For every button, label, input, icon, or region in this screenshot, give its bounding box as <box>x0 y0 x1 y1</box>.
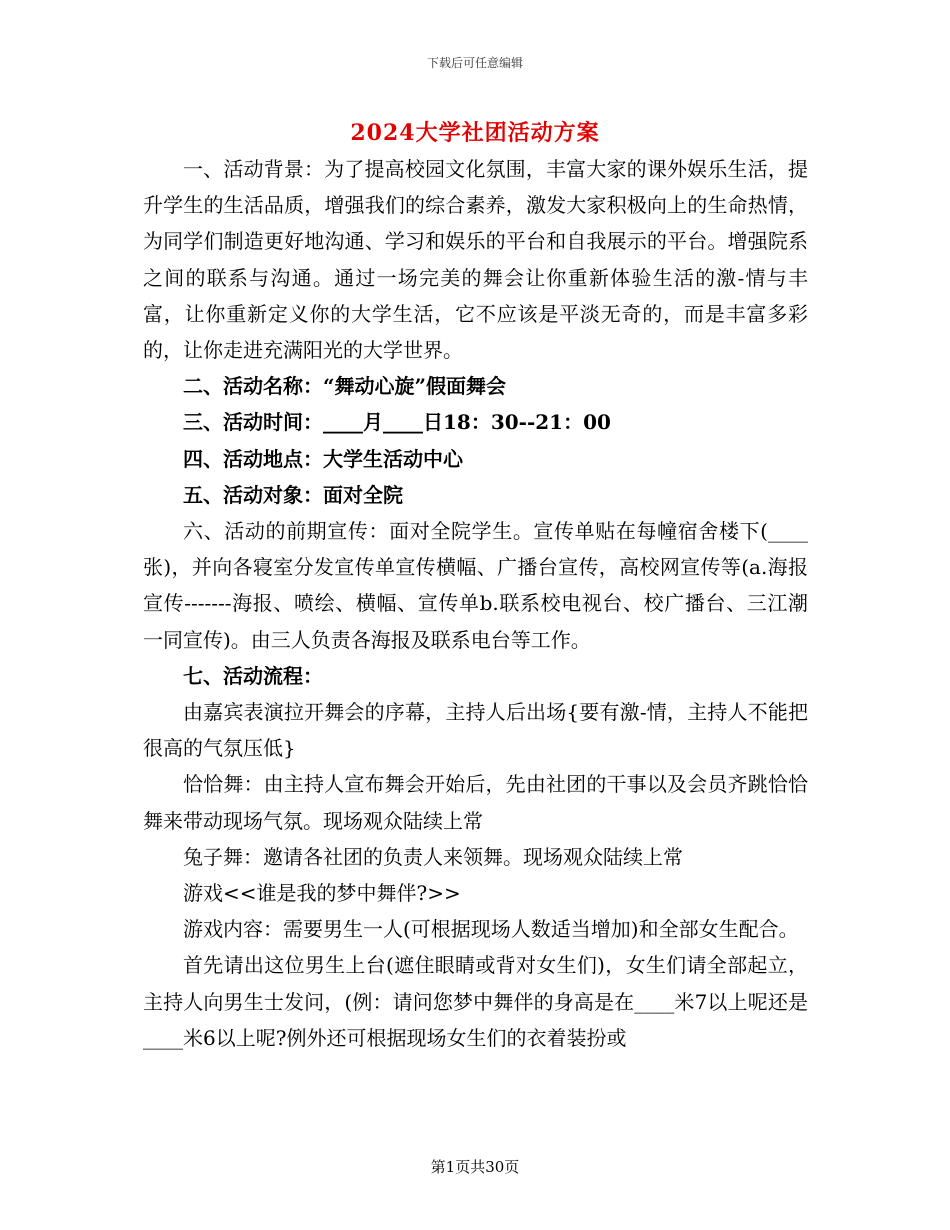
body-paragraph: 一、活动背景：为了提高校园文化氛围，丰富大家的课外娱乐生活，提升学生的生活品质，增强我们的综合素养，激发大家积极向上的生命热情，为同学们制造更好地沟通、学习和娱乐的平台和自我展示的平台。增强院系之间的联系与沟通。通过一场完美的舞会让你重新体验生活的激-情与丰富，让你重新定义你的大学生活，它不应该是平淡无奇的，而是丰富多彩的，让你走进充满阳光的大学世界。 <box>143 157 808 363</box>
body-paragraph: 游戏内容：需要男生一人(可根据现场人数适当增加)和全部女生配合。 <box>183 917 799 942</box>
section-heading: 五、活动对象：面对全院 <box>183 482 403 507</box>
body-paragraph: 游戏<<谁是我的梦中舞伴?>> <box>183 881 461 906</box>
section-heading: 二、活动名称：“舞动心旋”假面舞会 <box>183 374 507 399</box>
body-paragraph: 兔子舞：邀请各社团的负责人来领舞。现场观众陆续上常 <box>183 844 683 869</box>
document-body <box>143 151 808 1056</box>
body-paragraph: 首先请出这位男生上台(遮住眼睛或背对女生们)，女生们请全部起立，主持人向男生士发问，(例：请问您梦中舞伴的身高是在____米7以上呢还是____米6以上呢?例外还可根据现场女生们的衣着装扮或 <box>143 953 808 1050</box>
body-paragraph: 六、活动的前期宣传：面对全院学生。宣传单贴在每幢宿舍楼下(____张)，并向各寝室分发宣传单宣传横幅、广播台宣传，高校网宣传等(a.海报宣传-------海报、喷绘、横幅、宣传单b.联系校电视台、校广播台、三江潮一同宣传)。由三人负责各海报及联系电台等工作。 <box>143 519 808 652</box>
body-paragraph: 恰恰舞：由主持人宣布舞会开始后，先由社团的干事以及会员齐跳恰恰舞来带动现场气氛。现场观众陆续上常 <box>143 772 808 833</box>
page-number: 第1页共30页 <box>430 1158 520 1176</box>
header-note: 下载后可任意编辑 <box>426 56 523 70</box>
section-heading: 三、活动时间：____月____日18：30--21：00 <box>183 410 611 435</box>
section-heading: 四、活动地点：大学生活动中心 <box>183 446 463 471</box>
section-heading: 七、活动流程： <box>183 663 323 688</box>
body-paragraph: 由嘉宾表演拉开舞会的序幕，主持人后出场{要有激-情，主持人不能把很高的气氛压低} <box>143 700 808 761</box>
document-title: 2024大学社团活动方案 <box>350 120 600 146</box>
